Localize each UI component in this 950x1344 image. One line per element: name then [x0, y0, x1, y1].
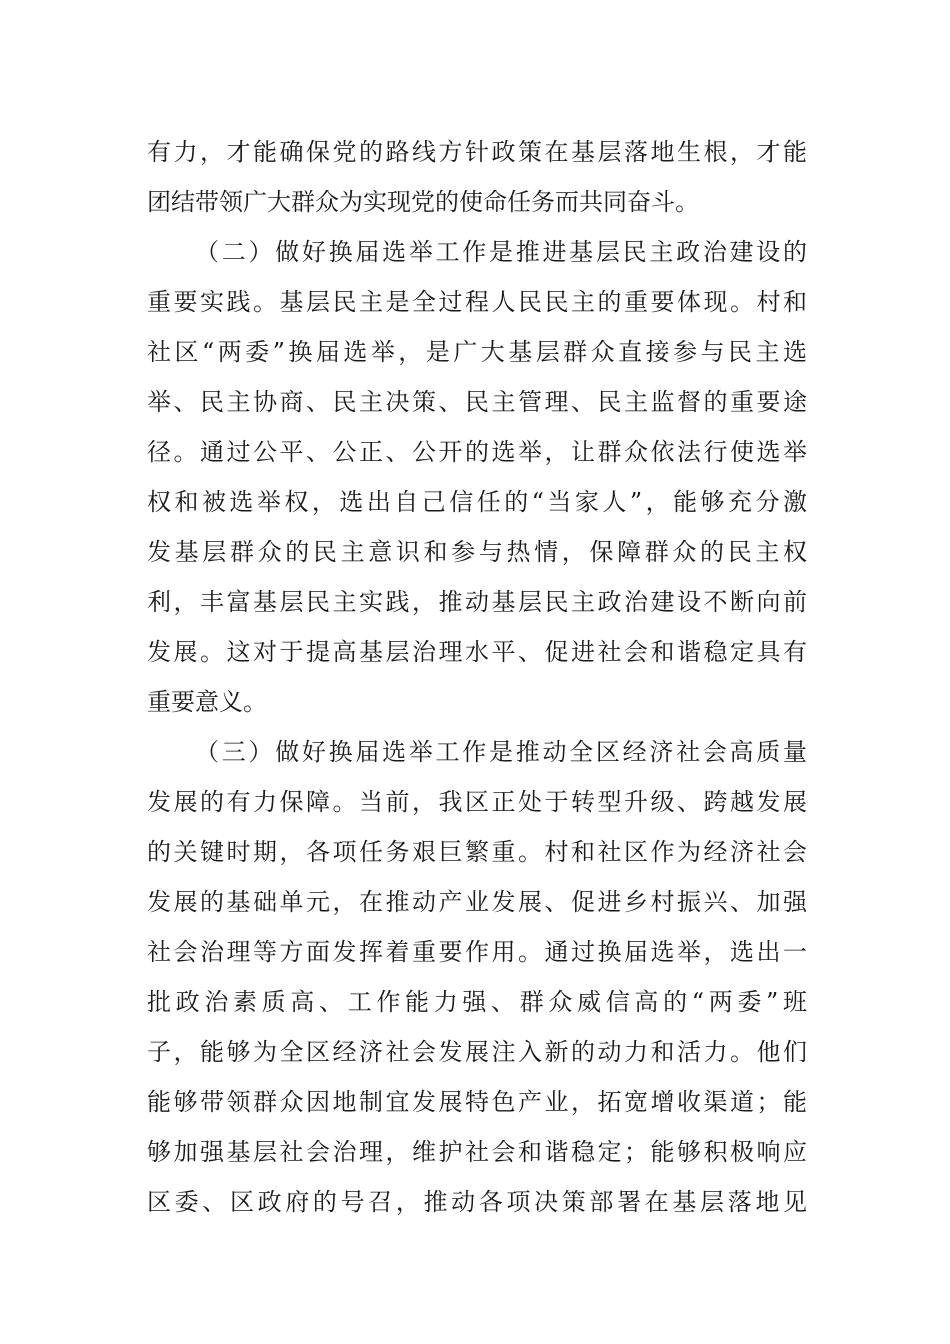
text-line: 区委、区政府的号召，推动各项决策部署在基层落地见: [147, 1188, 807, 1216]
text-line: 批政治素质高、工作能力强、群众威信高的“两委”班: [147, 988, 807, 1016]
section-heading-line: （二）做好换届选举工作是推进基层民主政治建设的: [195, 238, 807, 266]
text-line: 的关键时期，各项任务艰巨繁重。村和社区作为经济社会: [147, 838, 807, 866]
text-line: 权和被选举权，选出自己信任的“当家人”，能够充分激: [147, 488, 807, 516]
text-line: 发展。这对于提高基层治理水平、促进社会和谐稳定具有: [147, 638, 807, 666]
text-line: 有力，才能确保党的路线方针政策在基层落地生根，才能: [147, 138, 807, 166]
text-line: 发展的基础单元，在推动产业发展、促进乡村振兴、加强: [147, 888, 807, 916]
text-line: 利，丰富基层民主实践，推动基层民主政治建设不断向前: [147, 588, 807, 616]
text-line: 社区“两委”换届选举，是广大基层群众直接参与民主选: [147, 338, 807, 366]
text-line: 发基层群众的民主意识和参与热情，保障群众的民主权: [147, 538, 807, 566]
text-line: 举、民主协商、民主决策、民主管理、民主监督的重要途: [147, 388, 807, 416]
text-line: 子，能够为全区经济社会发展注入新的动力和活力。他们: [147, 1038, 807, 1066]
text-line: 团结带领广大群众为实现党的使命任务而共同奋斗。: [147, 188, 699, 216]
text-line: 发展的有力保障。当前，我区正处于转型升级、跨越发展: [147, 788, 807, 816]
text-line: 社会治理等方面发挥着重要作用。通过换届选举，选出一: [147, 938, 807, 966]
text-line: 重要实践。基层民主是全过程人民民主的重要体现。村和: [147, 288, 807, 316]
text-line: 径。通过公平、公正、公开的选举，让群众依法行使选举: [147, 438, 807, 466]
section-heading-line: （三）做好换届选举工作是推动全区经济社会高质量: [195, 738, 807, 766]
text-line: 够加强基层社会治理，维护社会和谐稳定；能够积极响应: [147, 1138, 807, 1166]
text-line: 重要意义。: [147, 688, 267, 716]
text-line: 能够带领群众因地制宜发展特色产业，拓宽增收渠道；能: [147, 1088, 807, 1116]
